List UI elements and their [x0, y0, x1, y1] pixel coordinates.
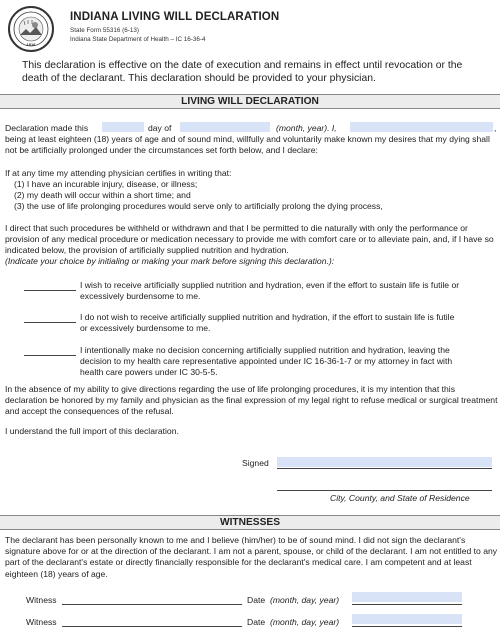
signature-line — [277, 467, 492, 469]
witness-1-date-field[interactable] — [352, 592, 462, 602]
made-this-label: Declaration made this — [5, 123, 89, 133]
witness-2-date-field[interactable] — [352, 614, 462, 624]
initial-line-3[interactable] — [24, 354, 76, 356]
witness-1-date-label: Date — [247, 595, 266, 605]
absence-paragraph: In the absence of my ability to give directions regarding the use of life prolonging procedures, it is my intention that this declaration be honored by my family and physician as the final expression of my legal right to refuse medical or surgical treatment and accept the consequences of the refusal. — [5, 384, 498, 417]
residence-label: City, County, and State of Residence — [330, 493, 470, 503]
witness-2-label: Witness — [26, 617, 57, 627]
seal-year: 1816 — [26, 42, 36, 47]
month-year-label: (month, year). I, — [276, 123, 337, 133]
option-1-text: I wish to receive artificially supplied nutrition and hydration, even if the effort to sustain life is futile or excessively burdensome to me. — [80, 280, 460, 302]
option-3-text: I intentionally make no decision concerning artificially supplied nutrition and hydration, leaving the decision to my health care representative appointed under IC 16-36-1-7 or my attorney in fact with health care powers under IC 30-5-5. — [80, 345, 453, 378]
form-title: INDIANA LIVING WILL DECLARATION — [70, 11, 280, 23]
initial-line-1[interactable] — [24, 289, 76, 291]
day-of-label: day of — [148, 123, 172, 133]
witness-2-date-label: Date — [247, 617, 266, 627]
conditions-intro: If at any time my attending physician certifies in writing that: — [5, 168, 232, 178]
day-field[interactable] — [102, 122, 144, 132]
understand-statement: I understand the full import of this declaration. — [5, 426, 179, 436]
declaration-paragraph: being at least eighteen (18) years of age and of sound mind, willfully and voluntarily make known my desires that my dying shall not be artificially prolonged under the circumstances set forth below, and I declare: — [5, 134, 490, 156]
condition-2: (2) my death will occur within a short time; and — [14, 190, 191, 200]
state-seal-icon — [8, 6, 54, 52]
declarant-name-field[interactable] — [350, 122, 493, 132]
intro-paragraph: This declaration is effective on the date of execution and remains in effect until revocation or the death of the declarant. This declaration should be provided to your physician. — [22, 60, 463, 84]
form-number: State Form 55316 (6-13) — [70, 27, 139, 34]
witness-1-signature-line[interactable] — [62, 603, 242, 605]
witness-1-label: Witness — [26, 595, 57, 605]
indicate-choice-note: (Indicate your choice by initialing or making your mark before signing this declaration.): — [5, 256, 335, 266]
section-title: LIVING WILL DECLARATION — [181, 96, 319, 107]
witness-2-date-hint: (month, day, year) — [270, 617, 340, 627]
condition-1: (1) I have an incurable injury, disease, or illness; — [14, 179, 198, 189]
living-will-header — [0, 94, 500, 109]
witness-statement: The declarant has been personally known to me and I believe (him/her) to be of sound mind. I did not sign the declarant's signature above for or at the direction of the declarant. I am not a parent, spouse, or child of the declarant. I am not entitled to any part of the declarant's estate or directly financially responsible for the declarant's medical care. I am competent and at least eighteen (18) years of age. — [5, 535, 498, 579]
direction-paragraph: I direct that such procedures be withheld or withdrawn and that I be permitted to die naturally with only the performance or provision of any medical procedure or medication necessary to provide me with comfort care or to alleviate pain, and, if I have so indicated below, the provision of artificially supplied nutrition and hydration. — [5, 223, 494, 256]
option-2-text: I do not wish to receive artificially supplied nutrition and hydration, if the effort to sustain life is futile or excessively burdensome to me. — [80, 312, 455, 334]
month-year-field[interactable] — [180, 122, 270, 132]
agency-line: Indiana State Department of Health – IC 16-36-4 — [70, 36, 206, 43]
signed-label: Signed — [242, 458, 269, 468]
witness-2-date-line — [352, 625, 462, 627]
witness-2-signature-line[interactable] — [62, 625, 242, 627]
signature-field[interactable] — [277, 457, 492, 467]
initial-line-2[interactable] — [24, 321, 76, 323]
witnesses-header — [0, 515, 500, 530]
name-comma: , — [494, 123, 497, 133]
condition-3: (3) the use of life prolonging procedures would serve only to artificially prolong the dying process, — [14, 201, 383, 211]
residence-line[interactable] — [277, 489, 492, 491]
witness-1-date-line — [352, 603, 462, 605]
witness-1-date-hint: (month, day, year) — [270, 595, 340, 605]
section-title: WITNESSES — [219, 517, 280, 528]
